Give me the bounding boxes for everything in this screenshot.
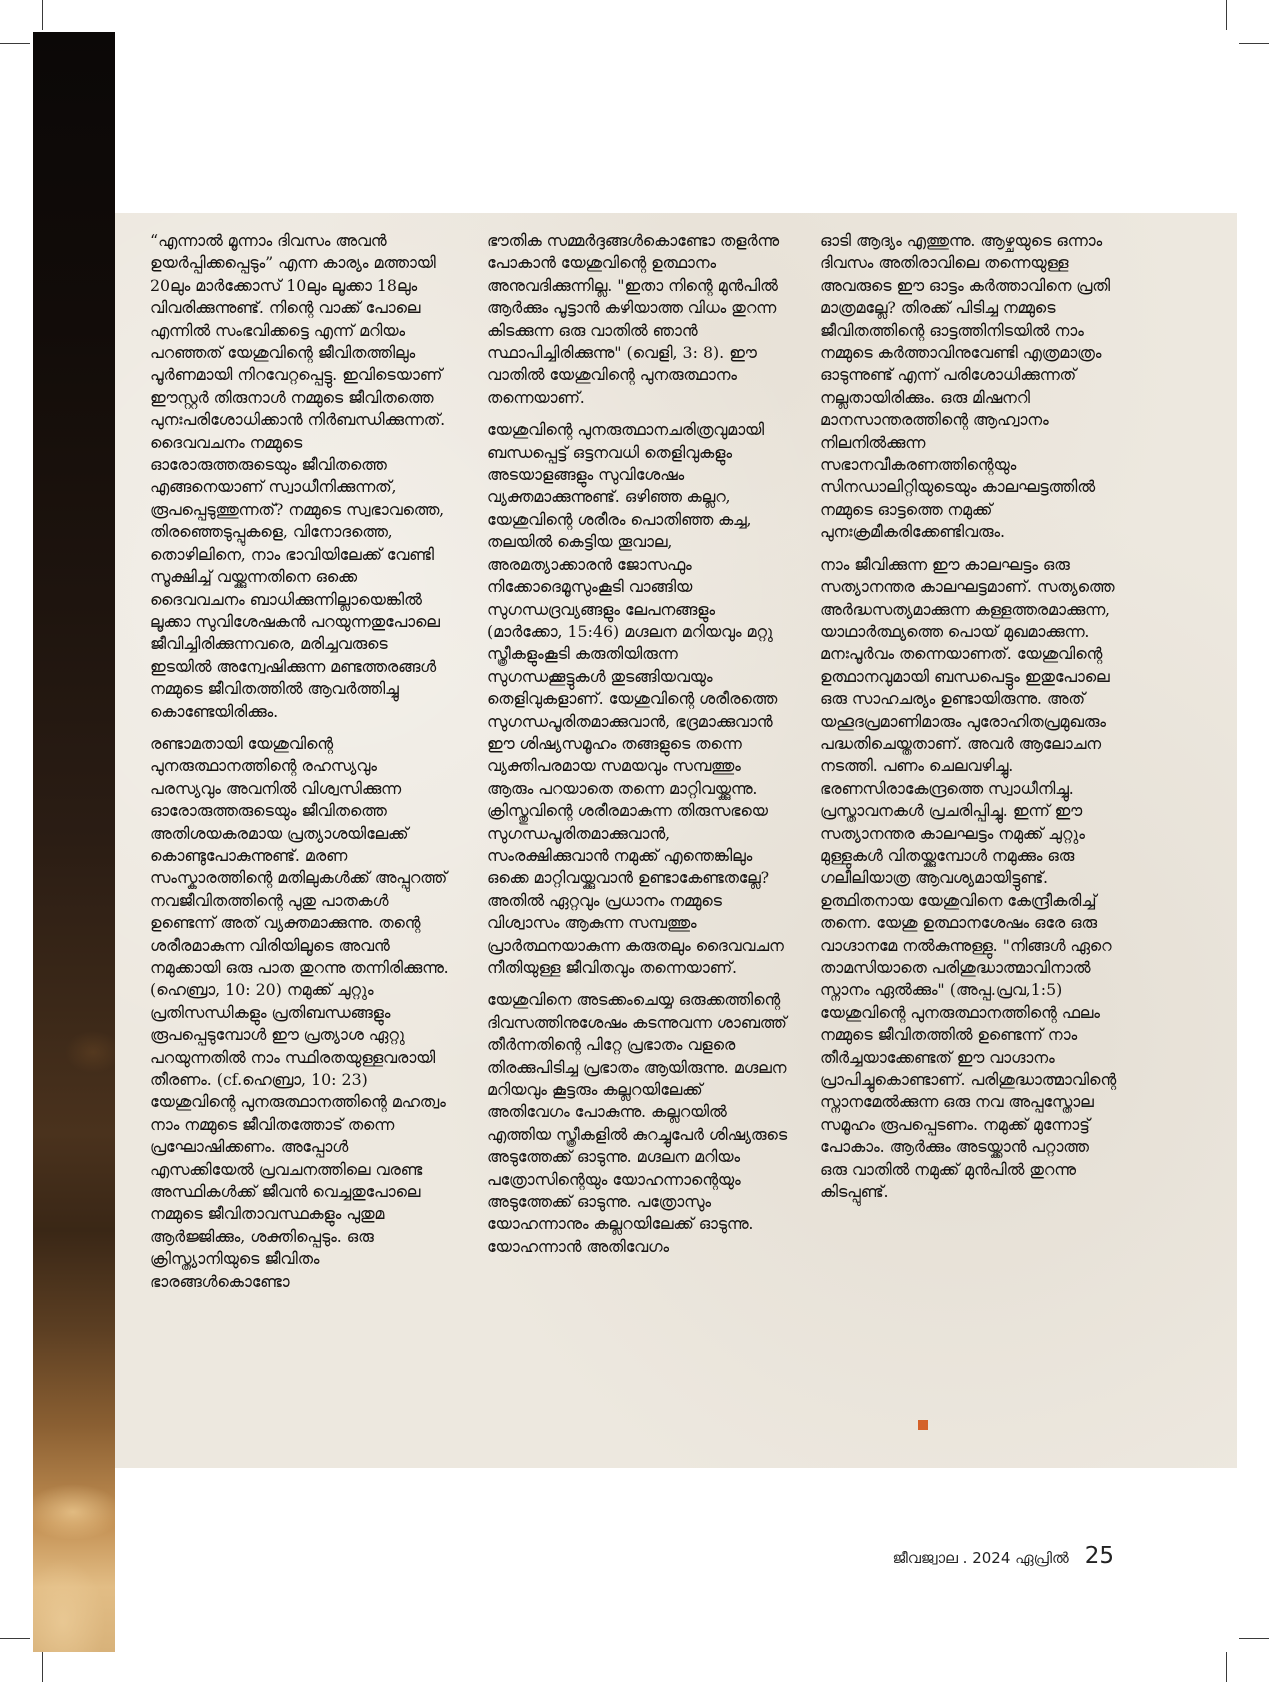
page-footer <box>892 1543 1114 1569</box>
article-column-1 <box>150 230 450 1303</box>
crop-mark-top-right-vertical <box>1226 0 1227 30</box>
paragraph: രണ്ടാമതായി യേശുവിന്റെ പുനരുത്ഥാനത്തിന്റെ രഹസ്യവും പരസ്യവും അവനിൽ വിശ്വസിക്കുന്ന ഓരോരുത്തരുടെയും ജീവിതത്തെ അതിശയകരമായ പ്രത്യാശയിലേക്ക് കൊണ്ടുപോകുന്നുണ്ട്. മരണ സംസ്കാരത്തിന്റെ മതിലുകൾക്ക് അപ്പുറത്ത് നവജീവിതത്തിന്റെ പുതു പാതകൾ ഉണ്ടെന്ന് അത് വ്യക്തമാക്കുന്നു. തന്റെ ശരീരമാകുന്ന വിരിയിലൂടെ അവൻ നമുക്കായി ഒരു പാത തുറന്നു തന്നിരിക്കുന്നു. (ഹെബ്രാ, 10: 20) നമുക്ക് ചുറ്റും പ്രതിസന്ധികളും പ്രതിബന്ധങ്ങളും രൂപപ്പെടുമ്പോൾ ഈ പ്രത്യാശ ഏറ്റു പറയുന്നതിൽ നാം സ്ഥിരതയുള്ളവരായി തീരണം. (cf.ഹെബ്രാ, 10: 23) യേശുവിന്റെ പുനരുത്ഥാനത്തിന്റെ മഹത്വം നാം നമ്മുടെ ജീവിതത്തോട് തന്നെ പ്രഘോഷിക്കണം. അപ്പോൾ എസക്കിയേൽ പ്രവചനത്തിലെ വരണ്ട അസ്ഥികൾക്ക് ജീവൻ വെച്ചതുപോലെ നമ്മുടെ ജീവിതാവസ്ഥകളും പുതുമ ആർജ്ജിക്കും, ശക്തിപ്പെടും. ഒരു ക്രിസ്ത്യാനിയുടെ ജീവിതം ഭാരങ്ങൾകൊണ്ടോ <box>150 733 449 1291</box>
crop-mark-bottom-left-vertical <box>42 1652 43 1682</box>
page-number: 25 <box>1084 1543 1114 1569</box>
article-panel <box>115 213 1237 1468</box>
paragraph: നാം ജീവിക്കുന്ന ഈ കാലഘട്ടം ഒരു സത്യാനന്തര കാലഘട്ടമാണ്. സത്യത്തെ അർദ്ധസത്യമാക്കുന്ന കള്ളത്തരമാക്കുന്ന, യാഥാർത്ഥ്യത്തെ പൊയ് മുഖമാക്കുന്ന. മനഃപൂർവം തന്നെയാണത്. യേശുവിന്റെ ഉത്ഥാനവുമായി ബന്ധപെട്ടും ഇതുപോലെ ഒരു സാഹചര്യം ഉണ്ടായിരുന്നു. അത് യഹൂദപ്രമാണിമാരും പുരോഹിതപ്രമുഖരും പദ്ധതിചെയ്തതാണ്. അവർ ആലോചന നടത്തി. പണം ചെലവഴിച്ചു. ഭരണസിരാകേന്ദ്രത്തെ സ്വാധീനിച്ചു. പ്രസ്താവനകൾ പ്രചരിപ്പിച്ചു. ഇന്ന് ഈ സത്യാനന്തര കാലഘട്ടം നമുക്ക് ചുറ്റും മുള്ളുകൾ വിതയ്ക്കുമ്പോൾ നമുക്കും ഒരു ഗലീലിയാത്ര ആവശ്യമായിട്ടുണ്ട്. ഉത്ഥിതനായ യേശുവിനെ കേന്ദ്രീകരിച്ച് തന്നെ. യേശു ഉത്ഥാനശേഷം ഒരേ ഒരു വാഗ്ദാനമേ നൽകുന്നുള്ളു. "നിങ്ങൾ ഏറെ താമസിയാതെ പരിശുദ്ധാത്മാവിനാൽ സ്നാനം ഏൽക്കും" (അപ്പ.പ്രവ,1:5) യേശുവിന്റെ പുനരുത്ഥാനത്തിന്റെ ഫലം നമ്മുടെ ജീവിതത്തിൽ ഉണ്ടെന്ന് നാം തീർച്ചയാക്കേണ്ടത് ഈ വാഗ്ദാനം പ്രാപിച്ചുകൊണ്ടാണ്. പരിശുദ്ധാത്മാവിന്റെ സ്നാനമേൽക്കുന്ന ഒരു നവ അപ്പസ്തോല സമൂഹം രൂപപ്പെടണം. നമുക്ക് മുന്നോട്ട് പോകാം. ആർക്കും അടയ്ക്കാൻ പറ്റാത്ത ഒരു വാതിൽ നമുക്ക് മുൻപിൽ തുറന്നു കിടപ്പുണ്ട്. <box>820 554 1117 1202</box>
crop-mark-top-left-horizontal <box>0 43 30 44</box>
publication-line: ജീവജ്വാല . 2024 ഏപ്രിൽ <box>892 1549 1069 1567</box>
paragraph: ഭൗതിക സമ്മർദ്ദങ്ങൾകൊണ്ടോ തളർന്നു പോകാൻ യേശുവിന്റെ ഉത്ഥാനം അനുവദിക്കുന്നില്ല. "ഇതാ നിന്റെ മുൻപിൽ ആർക്കും പൂട്ടാൻ കഴിയാത്ത വിധം തുറന്ന കിടക്കുന്ന ഒരു വാതിൽ ഞാൻ സ്ഥാപിച്ചിരിക്കുന്നു" (വെളി, 3: 8). ഈ വാതിൽ യേശുവിന്റെ പുനരുത്ഥാനം തന്നെയാണ്. <box>487 231 779 407</box>
crop-mark-top-right-horizontal <box>1239 43 1269 44</box>
article-column-3 <box>820 230 1120 1213</box>
paragraph: “എന്നാൽ മൂന്നാം ദിവസം അവൻ ഉയർപ്പിക്കപ്പെടും” എന്ന കാര്യം മത്തായി 20ലും മാർക്കോസ് 10ലും ലൂക്കാ 18ലും വിവരിക്കുന്നുണ്ട്. നിന്റെ വാക്ക് പോലെ എന്നിൽ സംഭവിക്കട്ടെ എന്ന് മറിയം പറഞ്ഞത് യേശുവിന്റെ ജീവിതത്തിലും പൂർണമായി നിറവേറ്റപ്പെട്ടു. ഇവിടെയാണ് ഈസ്റ്റർ തിരുനാൾ നമ്മുടെ ജീവിതത്തെ പുനഃപരിശോധിക്കാൻ നിർബന്ധിക്കുന്നത്. ദൈവവചനം നമ്മുടെ ഓരോരുത്തരുടെയും ജീവിതത്തെ എങ്ങനെയാണ് സ്വാധീനിക്കുന്നത്, രൂപപ്പെടുത്തുന്നത്? നമ്മുടെ സ്വഭാവത്തെ, തിരഞ്ഞെടുപ്പുകളെ, വിനോദത്തെ, തൊഴിലിനെ, നാം ഭാവിയിലേക്ക് വേണ്ടി സൂക്ഷിച്ച് വയ്ക്കുന്നതിനെ ഒക്കെ ദൈവവചനം ബാധിക്കുന്നില്ലായെങ്കിൽ ലൂക്കാ സുവിശേഷകൻ പറയുന്നതുപോലെ ജീവിച്ചിരിക്കുന്നവരെ, മരിച്ചവരുടെ ഇടയിൽ അന്വേഷിക്കുന്ന മണ്ടത്തരങ്ങൾ നമ്മുടെ ജീവിതത്തിൽ ആവർത്തിച്ചു കൊണ്ടേയിരിക്കും. <box>150 231 446 721</box>
paragraph: യേശുവിനെ അടക്കംചെയ്യ ഒരുക്കത്തിന്റെ ദിവസത്തിനുശേഷം കടന്നുവന്ന ശാബത്ത് തീർന്നതിന്റെ പിറ്റേ പ്രഭാതം വളരെ തിരക്കുപിടിച്ച പ്രഭാതം ആയിരുന്നു. മഗ്ദലന മറിയവും കൂട്ടരും കല്ലറയിലേക്ക് അതിവേഗം പോകുന്നു. കല്ലറയിൽ എത്തിയ സ്ത്രീകളിൽ കുറച്ചുപേർ ശിഷ്യരുടെ അടുത്തേക്ക് ഓടുന്നു. മഗ്ദലന മറിയം പത്രോസിന്റെയും യോഹന്നാന്റെയും അടുത്തേക്ക് ഓടുന്നു. പത്രോസും യോഹന്നാനും കല്ലറയിലേക്ക് ഓടുന്നു. യോഹന്നാൻ അതിവേഗം <box>487 990 787 1256</box>
article-column-2 <box>487 230 787 1268</box>
paragraph: ഓടി ആദ്യം എത്തുന്നു. ആഴ്ചയുടെ ഒന്നാം ദിവസം അതിരാവിലെ തന്നെയുള്ള അവരുടെ ഈ ഓട്ടം കർത്താവിനെ പ്രതി മാത്രമല്ലേ? തിരക്ക് പിടിച്ച നമ്മുടെ ജീവിതത്തിന്റെ ഓട്ടത്തിനിടയിൽ നാം നമ്മുടെ കർത്താവിനുവേണ്ടി എത്രമാത്രം ഓടുന്നുണ്ട് എന്ന് പരിശോധിക്കുന്നത് നല്ലതായിരിക്കും. ഒരു മിഷനറി മാനസാന്തരത്തിന്റെ ആഹ്വാനം നിലനിൽക്കുന്ന സഭാനവീകരണത്തിന്റെയും സിനഡാലിറ്റിയുടെയും കാലഘട്ടത്തിൽ നമ്മുടെ ഓട്ടത്തെ നമുക്ക് പുനഃക്രമീകരിക്കേണ്ടിവരും. <box>820 231 1111 542</box>
crop-mark-bottom-right-vertical <box>1226 1652 1227 1682</box>
crop-mark-bottom-right-horizontal <box>1239 1638 1269 1639</box>
article-end-mark <box>918 1420 928 1430</box>
paragraph: യേശുവിന്റെ പുനരുത്ഥാനചരിത്രവുമായി ബന്ധപ്പെട്ട് ഒട്ടനവധി തെളിവുകളും അടയാളങ്ങളും സുവിശേഷം വ്യക്തമാക്കുന്നുണ്ട്. ഒഴിഞ്ഞ കല്ലറ, യേശുവിന്റെ ശരീരം പൊതിഞ്ഞ കച്ച, തലയിൽ കെട്ടിയ തൂവാല, അരമത്യാക്കാരൻ ജോസഫും നിക്കോദെമൂസുംകൂടി വാങ്ങിയ സുഗന്ധദ്രവ്യങ്ങളും ലേപനങ്ങളും (മാർക്കോ, 15:46) മഗ്ദലന മറിയവും മറ്റു സ്ത്രീകളുംകൂടി കരുതിയിരുന്ന സുഗന്ധക്കൂട്ടുകൾ തുടങ്ങിയവയും തെളിവുകളാണ്. യേശുവിന്റെ ശരീരത്തെ സുഗന്ധപൂരിതമാക്കുവാൻ, ഭദ്രമാക്കുവാൻ ഈ ശിഷ്യസമൂഹം തങ്ങളുടെ തന്നെ വ്യക്തിപരമായ സമയവും സമ്പത്തും ആരും പറയാതെ തന്നെ മാറ്റിവയ്ക്കുന്നു. ക്രിസ്തുവിന്റെ ശരീരമാകുന്ന തിരുസഭയെ സുഗന്ധപൂരിതമാക്കുവാൻ, സംരക്ഷിക്കുവാൻ നമുക്ക് എന്തെങ്കിലും ഒക്കെ മാറ്റിവയ്ക്കുവാൻ ഉണ്ടാകേണ്ടതല്ലേ? അതിൽ ഏറ്റവും പ്രധാനം നമ്മുടെ വിശ്വാസം ആകുന്ന സമ്പത്തും പ്രാർത്ഥനയാകുന്ന കരുതലും ദൈവവചന നീതിയുള്ള ജീവിതവും തന്നെയാണ്. <box>487 420 784 977</box>
background-photo-strip <box>33 32 115 1652</box>
crop-mark-bottom-left-horizontal <box>0 1638 30 1639</box>
crop-mark-top-left-vertical <box>42 0 43 30</box>
